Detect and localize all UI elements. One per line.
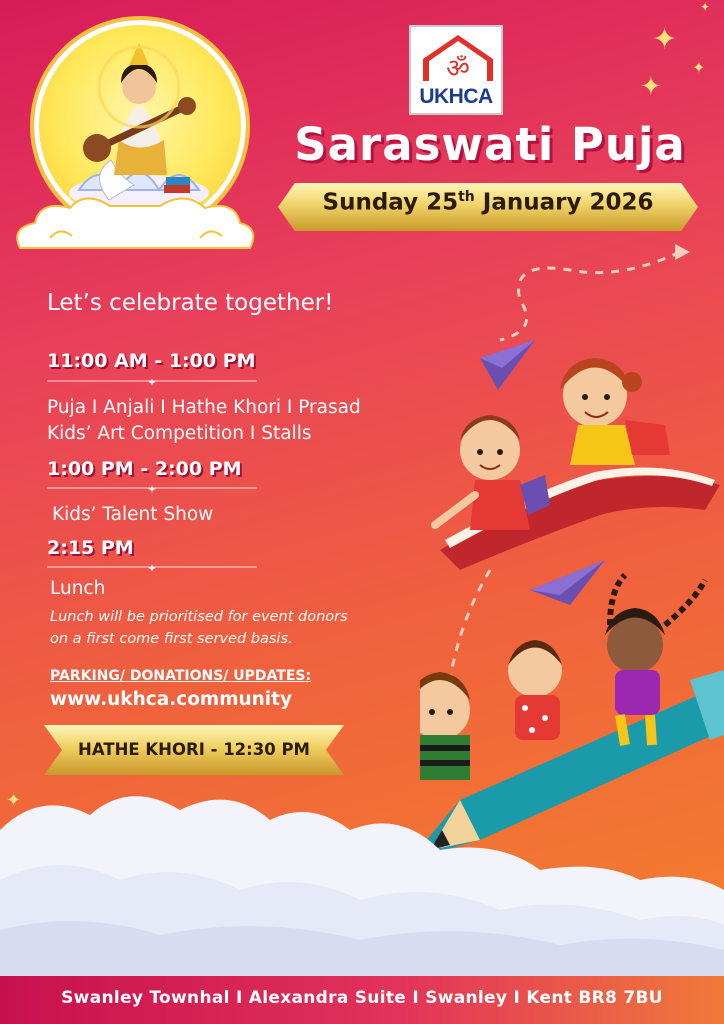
- svg-text:✦: ✦: [147, 483, 157, 494]
- kids-illustration: [420, 240, 724, 860]
- svg-text:✦: ✦: [147, 376, 157, 387]
- paper-plane-icon: [530, 560, 605, 605]
- divider: [47, 375, 257, 387]
- divider: [47, 561, 257, 573]
- lunch-note-2: on a first come first served basis.: [50, 631, 293, 647]
- divider: [47, 482, 257, 494]
- schedule-time-2: 1:00 PM - 2:00 PM: [47, 458, 242, 480]
- ukhca-logo: [409, 25, 503, 115]
- cloud-decoration-bottom: [0, 770, 724, 980]
- schedule-time-3: 2:15 PM: [47, 537, 134, 559]
- star-icon: ✦: [652, 22, 678, 57]
- star-icon: ✦: [692, 58, 706, 77]
- event-date: Sunday 25th January 2026: [322, 189, 654, 216]
- logo-text: UKHCA: [419, 85, 493, 108]
- cloud-decoration-left: [10, 188, 260, 260]
- schedule-time-1: 11:00 AM - 1:00 PM: [47, 350, 256, 372]
- schedule-line-3a: Lunch: [50, 578, 106, 599]
- page-title: Saraswati Puja: [294, 118, 686, 171]
- om-icon: [419, 33, 497, 83]
- lunch-note-1: Lunch will be prioritised for event donors: [50, 609, 348, 625]
- parking-label: PARKING/ DONATIONS/ UPDATES:: [50, 668, 312, 684]
- website-link[interactable]: www.ukhca.community: [50, 689, 293, 710]
- star-icon: ✦: [640, 72, 662, 102]
- schedule-line-1b: Kids’ Art Competition I Stalls: [47, 423, 312, 444]
- paper-plane-icon: [480, 340, 535, 390]
- star-icon: ✦: [700, 0, 711, 14]
- star-icon: ✦: [6, 790, 22, 811]
- venue-address: Swanley Townhal I Alexandra Suite I Swanley I Kent BR8 7BU: [61, 988, 663, 1008]
- svg-text:ॐ: ॐ: [446, 54, 470, 83]
- schedule-line-2a: Kids’ Talent Show: [52, 504, 214, 525]
- schedule-line-1a: Puja I Anjali I Hathe Khori I Prasad: [47, 397, 361, 418]
- svg-text:✦: ✦: [147, 562, 157, 573]
- kids-on-book-illustration: [435, 358, 720, 570]
- hathe-khori-time: HATHE KHORI - 12:30 PM: [78, 740, 310, 759]
- tagline: Let’s celebrate together!: [47, 290, 334, 316]
